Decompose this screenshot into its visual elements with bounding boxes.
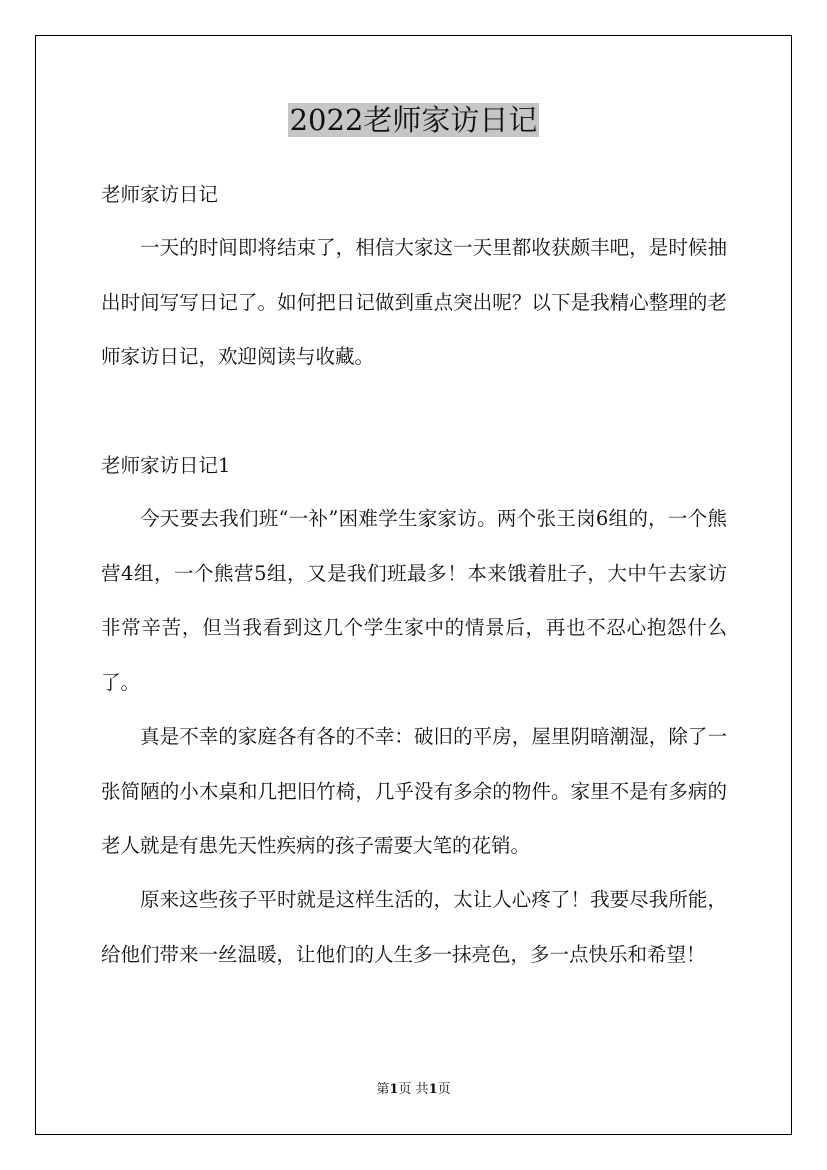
footer-page-total: 1 [428, 1082, 438, 1097]
footer-page-prefix: 第 [376, 1082, 390, 1097]
footer-page-mid: 页 共 [398, 1082, 429, 1097]
footer-page-suffix: 页 [437, 1082, 451, 1097]
intro-heading: 老师家访日记 [101, 183, 219, 206]
body-paragraph-2: 真是不幸的家庭各有各的不幸：破旧的平房，屋里阴暗潮湿，除了一张简陋的小木桌和几把旧竹椅，几乎没有多余的物件。家里不是有多病的老人就是有患先天性疾病的孩子需要大笔的花销。 [101, 725, 727, 857]
body-paragraph-1: 今天要去我们班“一补”困难学生家家访。两个张王岗6组的，一个熊营4组，一个熊营5组，又是我们班最多！本来饿着肚子，大中午去家访非常辛苦，但当我看到这几个学生家中的情景后，再也不忍心抱怨什么了。 [101, 507, 727, 694]
section-heading: 老师家访日记1 [101, 454, 231, 477]
document-title-block [0, 98, 827, 142]
body-paragraph-3: 原来这些孩子平时就是这样生活的，太让人心疼了！我要尽我所能，给他们带来一丝温暖，让他们的人生多一抹亮色，多一点快乐和希望！ [101, 888, 727, 966]
document-title: 2022老师家访日记 [289, 103, 538, 137]
intro-paragraph: 一天的时间即将结束了，相信大家这一天里都收获颇丰吧，是时候抽出时间写写日记了。如何把日记做到重点突出呢？以下是我精心整理的老师家访日记，欢迎阅读与收藏。 [101, 236, 727, 368]
footer-page-current: 1 [389, 1082, 399, 1097]
page-footer [0, 1080, 827, 1100]
